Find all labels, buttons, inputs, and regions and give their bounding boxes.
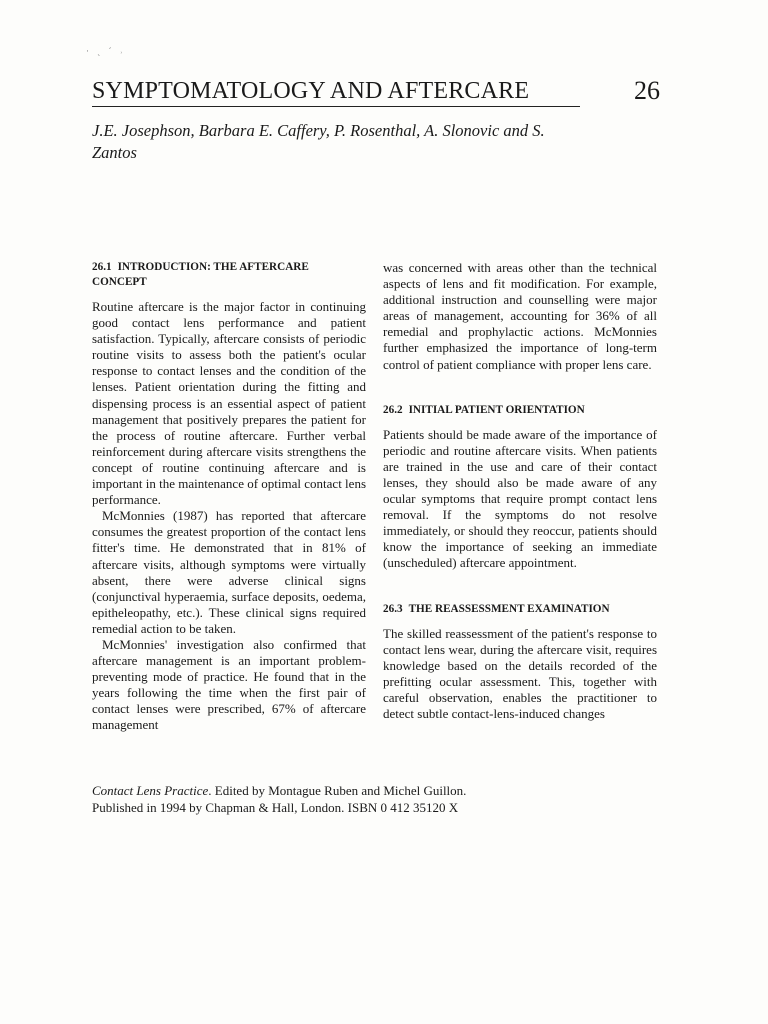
paragraph: The skilled reassessment of the patient's response to contact lens wear, during the aftercare visit, requires knowledge based on the details recorded of the prefitting ocular assessment. This, together with careful observation, enables the practitioner to detect subtle contact-lens-induced changes [383, 625, 657, 721]
text-column-right [383, 260, 657, 722]
chapter-title-rule [92, 106, 580, 107]
section-title: INITIAL PATIENT ORIENTATION [408, 403, 585, 416]
paragraph: Patients should be made aware of the importance of periodic and routine aftercare visits. When patients are trained in the use and care of their contact lenses, they should also be made aware of any ocular symptoms that require prompt contact lens removal. If the symptoms do not resolve immediately, or should they reoccur, patients should know the importance of seeking an immediate (unscheduled) aftercare appointment. [383, 426, 657, 571]
paragraph: Routine aftercare is the major factor in continuing good contact lens performance and patient satisfaction. Typically, aftercare consists of periodic routine visits to assess both the patient's ocular response to contact lenses and the condition of the lenses. Patient orientation during the fitting and dispensing process is an essential aspect of patient management that positively prepares the patient for the process of routine aftercare. Further verbal reinforcement during aftercare visits strengthens the concept of routine continuing aftercare and is important in the maintenance of optimal contact lens performance. [92, 299, 366, 508]
publication-footer [92, 782, 612, 816]
section-heading-26-3 [383, 602, 657, 617]
section-title: THE REASSESSMENT EXAMINATION [408, 602, 610, 615]
section-number: 26.3 [383, 602, 403, 615]
paragraph: McMonnies' investigation also confirmed that aftercare management is an important problem-preventing mode of practice. He found that in the years following the time when the first pair of contact lenses were prescribed, 67% of aftercare management [92, 636, 366, 733]
citation-rest: . Edited by Montague Ruben and Michel Guillon. [208, 783, 467, 798]
book-title: Contact Lens Practice [92, 783, 209, 798]
section-heading-26-1 [92, 260, 366, 290]
chapter-header [92, 76, 660, 108]
print-specks: · ˏ ˊ ˒ [86, 46, 126, 56]
paragraph-continued: was concerned with areas other than the technical aspects of lens and fit modification. For example, additional instruction and counselling were major areas of management, accounting for 36% of all remedial and prophylactic actions. McMonnies further emphasized the importance of long-term control of patient compliance with proper lens care. [383, 260, 657, 372]
section-title: INTRODUCTION: THE AFTERCARE CONCEPT [92, 261, 309, 288]
section-heading-26-2 [383, 403, 657, 418]
section-number: 26.2 [383, 403, 403, 416]
text-column-left [92, 260, 366, 734]
publisher-line: Published in 1994 by Chapman & Hall, London. ISBN 0 412 35120 X [92, 800, 459, 815]
chapter-authors: J.E. Josephson, Barbara E. Caffery, P. Rosenthal, A. Slonovic and S. Zantos [92, 121, 545, 162]
section-number: 26.1 [92, 261, 112, 273]
chapter-title: SYMPTOMATOLOGY AND AFTERCARE [92, 78, 530, 104]
chapter-number: 26 [634, 76, 660, 105]
paragraph: McMonnies (1987) has reported that aftercare consumes the greatest proportion of the contact lens fitter's time. He demonstrated that in 81% of aftercare visits, although symptoms were virtually absent, there were adverse clinical signs (conjunctival hyperaemia, surface deposits, oedema, epitheleopathy, etc.). These clinical signs required remedial action to be taken. [92, 508, 366, 636]
citation-line [92, 782, 612, 799]
